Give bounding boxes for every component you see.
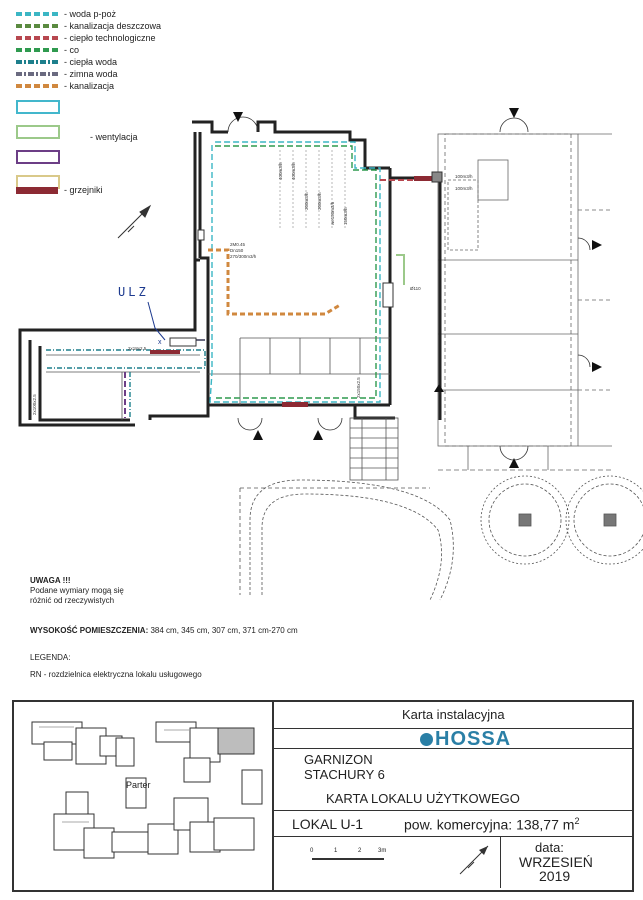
card-title-row <box>274 788 632 811</box>
duct-label-v2: 400m3/h <box>291 162 296 180</box>
scale-bar-line <box>312 858 384 860</box>
date-label: data: <box>535 840 564 855</box>
radiator-label: - grzejniki <box>64 185 103 195</box>
adjacent-structure <box>438 134 612 470</box>
duct-label-v5: we150m3/h <box>330 201 335 225</box>
warning-line-1: Podane wymiary mogą się <box>30 586 124 595</box>
legend-section <box>30 652 202 680</box>
room-height-values: 384 cm, 345 cm, 307 cm, 371 cm-270 cm <box>150 626 298 635</box>
unit-id: LOKAL U-1 <box>292 816 364 832</box>
legend-label: - zimna woda <box>64 68 118 79</box>
doc-type-row <box>274 702 632 729</box>
duct-label-3: 2x100x2.5 <box>32 394 37 415</box>
legend-label: - ciepła woda <box>64 56 118 67</box>
area-label: pow. komercyjna: <box>404 816 513 833</box>
duct-label-v3: 300m3/h <box>304 192 309 210</box>
handwritten-annotation <box>118 285 165 346</box>
legend-label: - kanalizacja deszczowa <box>64 20 162 31</box>
doc-type: Karta instalacyjna <box>402 707 505 722</box>
project-row <box>274 748 632 788</box>
date-box <box>500 836 631 888</box>
handwritten-ulz: ULZ <box>118 285 149 299</box>
card-title: KARTA LOKALU UŻYTKOWEGO <box>326 791 520 806</box>
scale-tick-0: 0 <box>310 848 314 854</box>
duct-drops <box>280 150 345 230</box>
project-line-1: GARNIZON <box>304 752 373 767</box>
svg-text:x: x <box>158 339 162 346</box>
ahu-label-1: 2M0.45 <box>230 242 246 247</box>
flow-label-b: 100m3/h <box>455 186 473 191</box>
warning-title: UWAGA !!! <box>30 576 71 585</box>
hossa-logo-icon <box>420 733 433 746</box>
duct-label-1: 2x18x2.5 <box>128 346 147 351</box>
key-plan-map <box>14 702 270 888</box>
room-height <box>30 626 298 635</box>
unit-row <box>274 810 632 837</box>
scale-bar <box>312 850 402 870</box>
area-unit-sup: 2 <box>574 816 580 826</box>
title-block <box>12 700 634 892</box>
ahu-label-3: 270/300m3/h <box>230 254 257 259</box>
brand-row <box>274 728 632 749</box>
warning-line-2: różnić od rzeczywistych <box>30 596 115 605</box>
area <box>404 816 579 833</box>
legend-entry: RN - rozdzielnica elektryczna lokalu usługowego <box>30 670 202 679</box>
legend-label: - co <box>64 44 80 55</box>
duct-label-v4: 300m3/h <box>317 192 322 210</box>
room-height-label: WYSOKOŚĆ POMIESZCZENIA: <box>30 626 149 635</box>
duct-label-v1: 400m3/h <box>278 162 283 180</box>
legend-label: - ciepło technologiczne <box>64 32 156 43</box>
duct-label-2: 2x150x2.5 <box>356 377 361 398</box>
project-line-2: STACHURY 6 <box>304 767 385 782</box>
ahu-label-2: Dn150 <box>230 248 244 253</box>
pipe-runs <box>46 142 440 418</box>
duct-label-v6: 150m3/h <box>343 207 348 225</box>
flow-label-c: Ø110 <box>410 286 421 291</box>
legend-label: - woda p-poż <box>64 8 117 19</box>
scale-tick-2: 2 <box>358 848 362 854</box>
ventilation-label: - wentylacja <box>90 132 138 142</box>
floor-label: Parter <box>126 780 151 790</box>
legend-title: LEGENDA: <box>30 653 71 662</box>
area-value: 138,77 m <box>516 816 575 833</box>
entrance-stairs <box>350 418 398 480</box>
brand-name: HOSSA <box>435 728 512 750</box>
building-walls <box>20 122 440 425</box>
flow-label-a: 100m3/h <box>455 174 473 179</box>
date-month: WRZESIEŃ <box>519 854 593 870</box>
warning-note <box>30 576 390 606</box>
north-arrow-icon <box>118 206 150 238</box>
legend-label: - kanalizacja <box>64 80 115 91</box>
scale-tick-3: 3m <box>378 848 387 854</box>
scale-tick-1: 1 <box>334 848 338 854</box>
date-year: 2019 <box>539 868 571 884</box>
north-arrow-small-icon <box>454 840 494 880</box>
key-plan <box>14 702 274 890</box>
